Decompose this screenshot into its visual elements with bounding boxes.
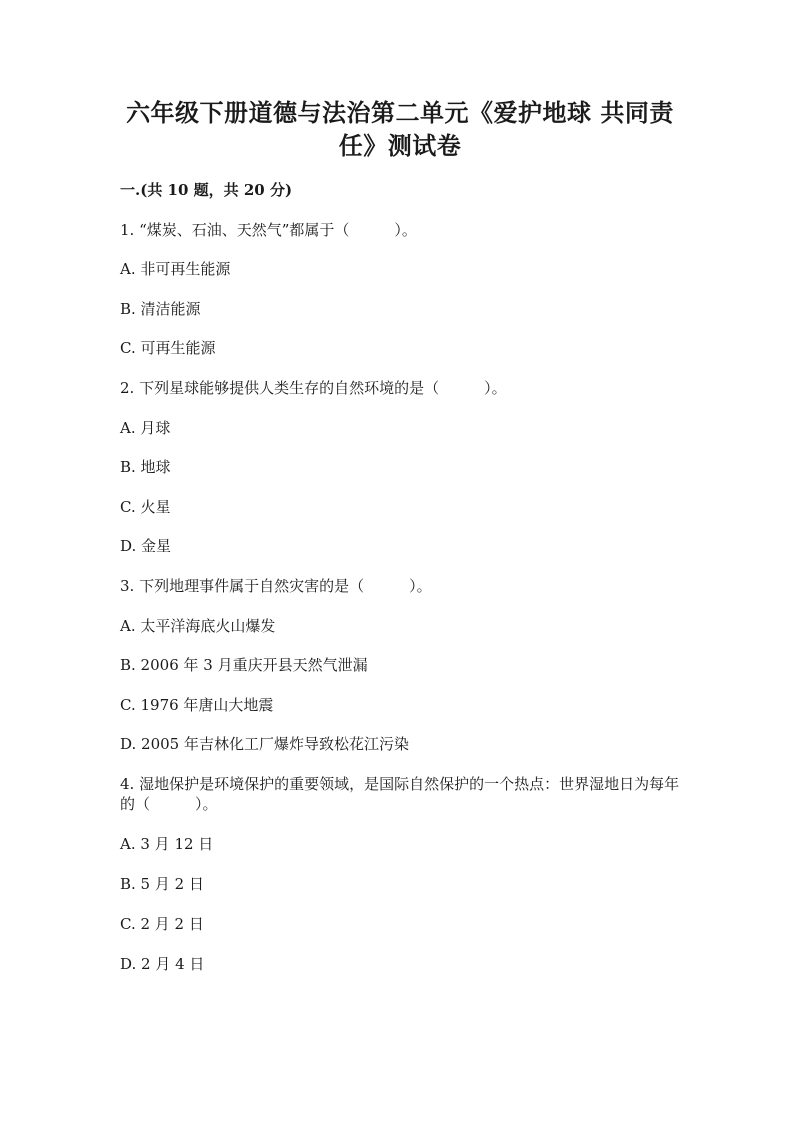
question-1-stem: 1. “煤炭、石油、天然气”都属于（ ）。 — [120, 221, 417, 239]
question-4-option-c: C. 2 月 2 日 — [120, 915, 204, 933]
question-4-stem: 4. 湿地保护是环境保护的重要领域，是国际自然保护的一个热点：世界湿地日为每年的（ ）。 — [120, 775, 680, 813]
question-3-option-d: D. 2005 年吉林化工厂爆炸导致松花江污染 — [120, 735, 409, 753]
question-3-option-a: A. 太平洋海底火山爆发 — [120, 617, 276, 635]
question-1-option-a: A. 非可再生能源 — [120, 260, 231, 278]
question-4-option-a: A. 3 月 12 日 — [120, 835, 214, 853]
question-2-option-d: D. 金星 — [120, 537, 172, 555]
question-2-option-c: C. 火星 — [120, 498, 171, 516]
question-1-option-b: B. 清洁能源 — [120, 300, 201, 318]
question-3-option-c: C. 1976 年唐山大地震 — [120, 696, 274, 714]
question-3-stem: 3. 下列地理事件属于自然灾害的是（ ）。 — [120, 577, 432, 595]
section-heading: 一.(共 10 题，共 20 分) — [120, 181, 293, 199]
question-2-stem: 2. 下列星球能够提供人类生存的自然环境的是（ ）。 — [120, 379, 507, 397]
document-title: 六年级下册道德与法治第二单元《爱护地球 共同责任》测试卷 — [126, 98, 674, 160]
question-2-option-b: B. 地球 — [120, 458, 171, 476]
question-3-option-b: B. 2006 年 3 月重庆开县天然气泄漏 — [120, 656, 368, 674]
question-2-option-a: A. 月球 — [120, 419, 171, 437]
question-4-option-d: D. 2 月 4 日 — [120, 955, 205, 973]
question-1-option-c: C. 可再生能源 — [120, 339, 216, 357]
question-4-option-b: B. 5 月 2 日 — [120, 875, 204, 893]
